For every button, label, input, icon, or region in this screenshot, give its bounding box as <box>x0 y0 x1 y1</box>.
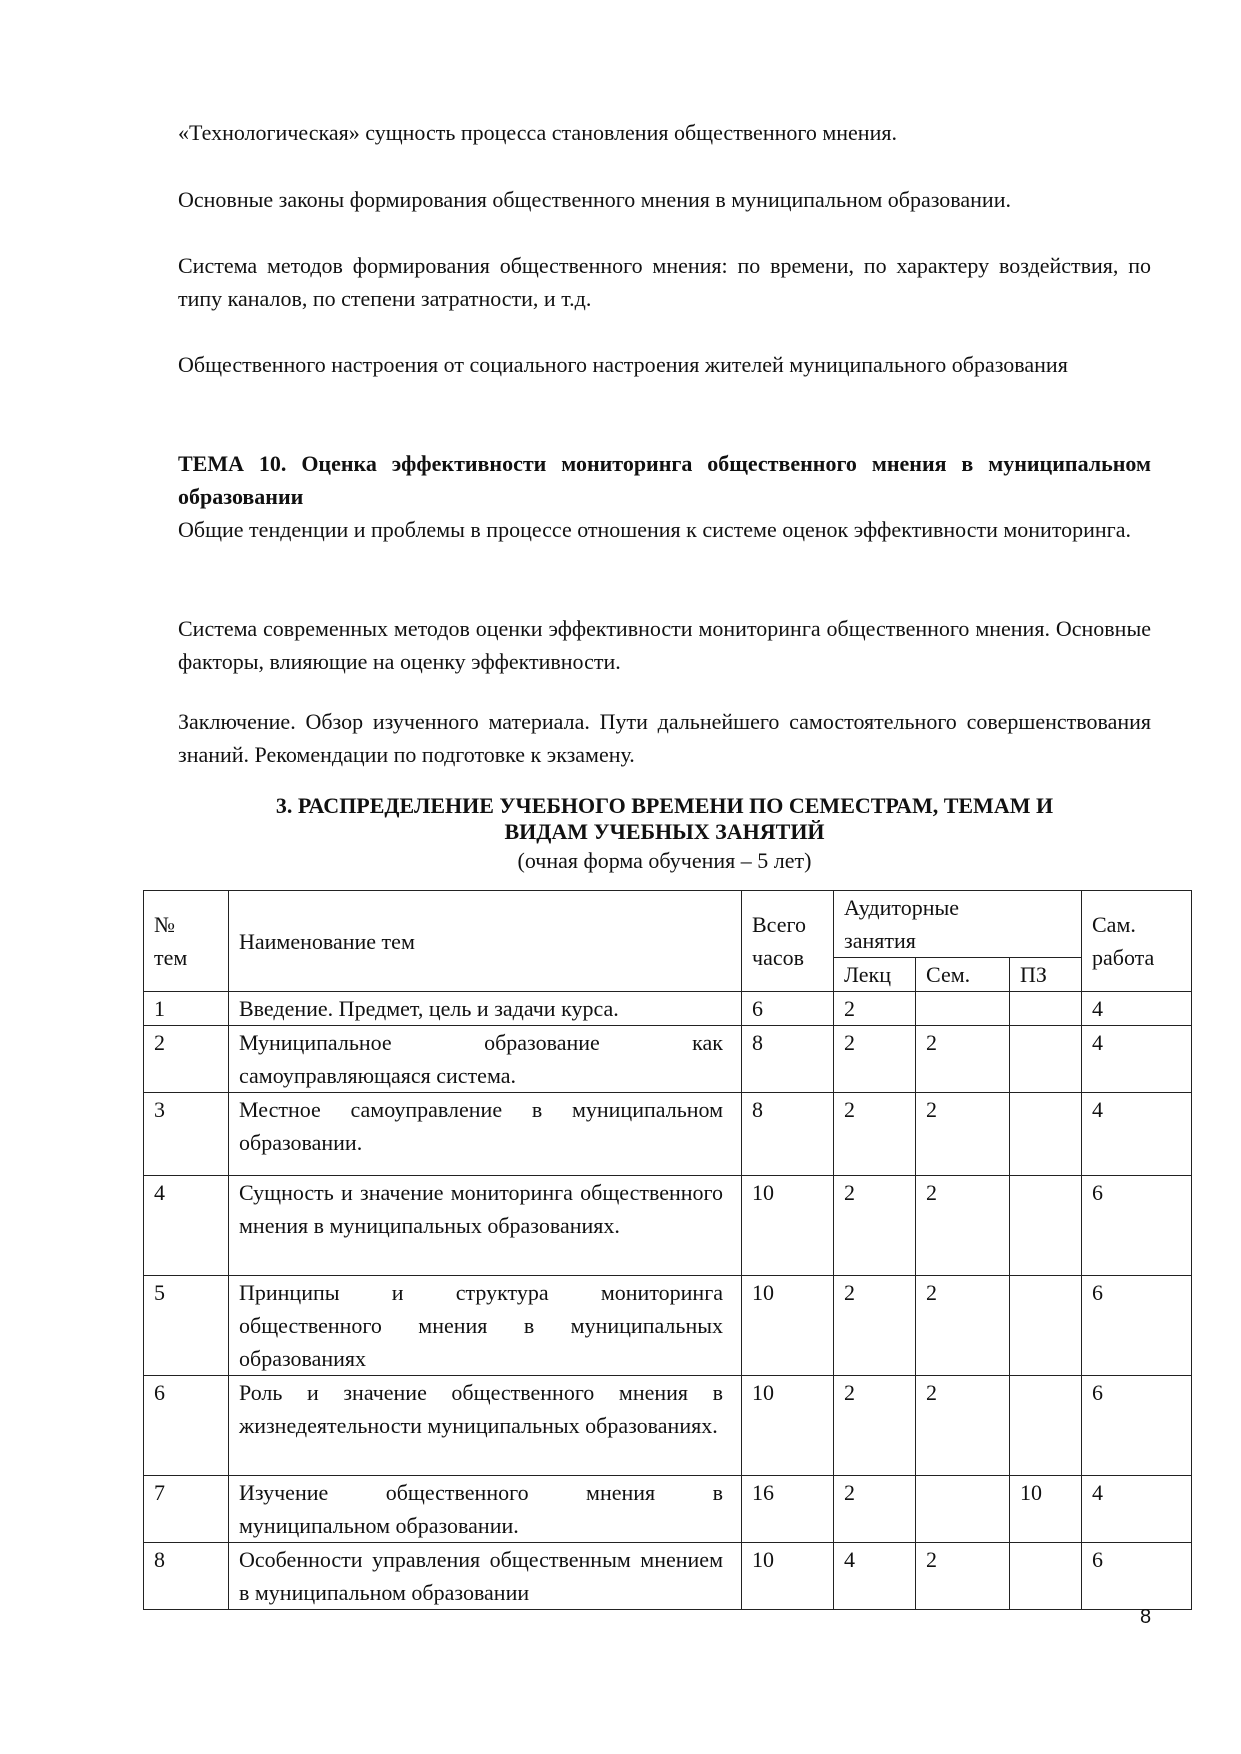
cell-practical: 10 <box>1010 1476 1082 1543</box>
table-row <box>144 992 1192 1026</box>
cell-total: 10 <box>742 1376 834 1476</box>
cell-number: 8 <box>144 1543 229 1610</box>
cell-topic-name: Роль и значение общественного мнения в жизнедеятельности муниципальных образованиях. <box>229 1376 742 1476</box>
cell-topic-name: Принципы и структура мониторинга общественного мнения в муниципальных образованиях <box>229 1276 742 1376</box>
paragraph-basic-laws: Основные законы формирования общественного мнения в муниципальном образовании. <box>178 187 1011 212</box>
cell-self-study: 6 <box>1082 1276 1192 1376</box>
cell-self-study: 6 <box>1082 1543 1192 1610</box>
header-lectures: Лекц <box>834 958 916 992</box>
cell-number: 3 <box>144 1093 229 1176</box>
cell-practical <box>1010 1093 1082 1176</box>
cell-practical <box>1010 992 1082 1026</box>
cell-practical <box>1010 1376 1082 1476</box>
page-number: 8 <box>1140 1606 1152 1628</box>
cell-topic-name: Муниципальное образование как самоуправляющаяся система. <box>229 1026 742 1093</box>
cell-lectures: 4 <box>834 1543 916 1610</box>
topic-10-paragraph-trends: Общие тенденции и проблемы в процессе отношения к системе оценок эффективности мониторинга. <box>178 517 1131 542</box>
cell-total: 8 <box>742 1093 834 1176</box>
cell-lectures: 2 <box>834 1376 916 1476</box>
cell-lectures: 2 <box>834 1476 916 1543</box>
hours-distribution-table <box>143 890 1192 1610</box>
cell-topic-name: Местное самоуправление в муниципальном образовании. <box>229 1093 742 1176</box>
table-row <box>144 1376 1192 1476</box>
cell-total: 8 <box>742 1026 834 1093</box>
cell-total: 10 <box>742 1176 834 1276</box>
cell-number: 1 <box>144 992 229 1026</box>
cell-seminars: 2 <box>916 1026 1010 1093</box>
header-total-hours: Всего часов <box>742 891 834 992</box>
paragraph-methods-system: Система методов формирования общественного мнения: по времени, по характеру воздействия, по типу каналов, по степени затратности, и т.д. <box>178 253 1151 311</box>
cell-lectures: 2 <box>834 1093 916 1176</box>
paragraph-public-mood: Общественного настроения от социального настроения жителей муниципального образования <box>178 352 1068 377</box>
cell-seminars: 2 <box>916 1376 1010 1476</box>
cell-number: 2 <box>144 1026 229 1093</box>
header-self-study: Сам. работа <box>1082 891 1192 992</box>
header-practical: ПЗ <box>1010 958 1082 992</box>
cell-practical <box>1010 1543 1082 1610</box>
cell-total: 10 <box>742 1543 834 1610</box>
cell-total: 6 <box>742 992 834 1026</box>
topic-10-paragraph-methods: Система современных методов оценки эффективности мониторинга общественного мнения. Основные факторы, влияющие на оценку эффективности. <box>178 616 1151 674</box>
cell-number: 5 <box>144 1276 229 1376</box>
cell-lectures: 2 <box>834 1276 916 1376</box>
cell-self-study: 4 <box>1082 992 1192 1026</box>
topic-10-paragraph-conclusion: Заключение. Обзор изученного материала. Пути дальнейшего самостоятельного совершенствования знаний. Рекомендации по подготовке к экзамену. <box>178 709 1151 767</box>
cell-topic-name: Введение. Предмет, цель и задачи курса. <box>229 992 742 1026</box>
cell-number: 4 <box>144 1176 229 1276</box>
cell-self-study: 4 <box>1082 1093 1192 1176</box>
cell-seminars <box>916 992 1010 1026</box>
section-3-title-line-2: ВИДАМ УЧЕБНЫХ ЗАНЯТИЙ <box>504 819 825 844</box>
cell-total: 16 <box>742 1476 834 1543</box>
table-row <box>144 1093 1192 1176</box>
cell-practical <box>1010 1176 1082 1276</box>
cell-lectures: 2 <box>834 1176 916 1276</box>
table-row <box>144 1276 1192 1376</box>
cell-self-study: 6 <box>1082 1376 1192 1476</box>
paragraph-technological-essence: «Технологическая» сущность процесса становления общественного мнения. <box>178 120 897 145</box>
cell-seminars <box>916 1476 1010 1543</box>
table-header-row <box>144 891 1192 958</box>
header-seminars: Сем. <box>916 958 1010 992</box>
cell-practical <box>1010 1026 1082 1093</box>
header-classroom-sessions: Аудиторные занятия <box>834 891 1082 958</box>
topic-10-heading: ТЕМА 10. Оценка эффективности мониторинга общественного мнения в муниципальном образовании <box>178 451 1151 509</box>
cell-seminars: 2 <box>916 1176 1010 1276</box>
cell-topic-name: Изучение общественного мнения в муниципальном образовании. <box>229 1476 742 1543</box>
cell-practical <box>1010 1276 1082 1376</box>
cell-seminars: 2 <box>916 1543 1010 1610</box>
table-row <box>144 1476 1192 1543</box>
cell-lectures: 2 <box>834 1026 916 1093</box>
cell-number: 6 <box>144 1376 229 1476</box>
cell-seminars: 2 <box>916 1093 1010 1176</box>
section-3-title-line-1: 3. РАСПРЕДЕЛЕНИЕ УЧЕБНОГО ВРЕМЕНИ ПО СЕМЕСТРАМ, ТЕМАМ И <box>275 793 1054 818</box>
cell-topic-name: Сущность и значение мониторинга общественного мнения в муниципальных образованиях. <box>229 1176 742 1276</box>
table-row <box>144 1026 1192 1093</box>
cell-self-study: 4 <box>1082 1476 1192 1543</box>
cell-self-study: 4 <box>1082 1026 1192 1093</box>
header-topic-name: Наименование тем <box>229 891 742 992</box>
cell-lectures: 2 <box>834 992 916 1026</box>
table-row <box>144 1543 1192 1610</box>
cell-total: 10 <box>742 1276 834 1376</box>
section-3-subtitle: (очная форма обучения – 5 лет) <box>517 848 812 873</box>
cell-number: 7 <box>144 1476 229 1543</box>
cell-seminars: 2 <box>916 1276 1010 1376</box>
cell-topic-name: Особенности управления общественным мнением в муниципальном образовании <box>229 1543 742 1610</box>
cell-self-study: 6 <box>1082 1176 1192 1276</box>
header-topic-number: № тем <box>144 891 229 992</box>
table-row <box>144 1176 1192 1276</box>
